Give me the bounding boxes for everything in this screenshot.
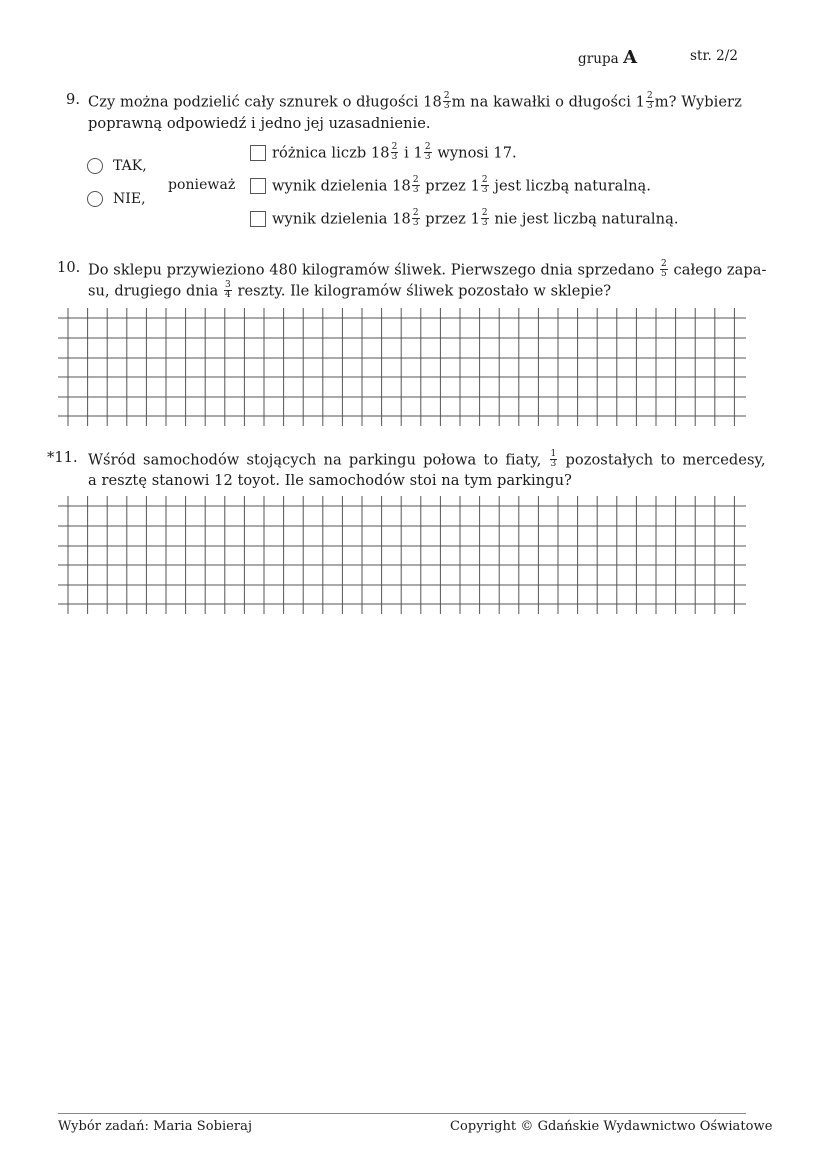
fraction: $\frac{2}{3}$ — [412, 208, 419, 228]
group-label: grupa A — [578, 47, 638, 68]
footer-copyright: Copyright © Gdańskie Wydawnictwo Oświatowe — [450, 1119, 773, 1134]
footer-divider — [58, 1113, 746, 1114]
footer-author: Wybór zadań: Maria Sobieraj — [58, 1119, 253, 1134]
answer-grid-q11[interactable] — [56, 494, 748, 616]
group-letter: A — [623, 47, 638, 68]
question-10-number: 10. — [57, 259, 81, 276]
reason-1-text: różnica liczb 18 $\frac{2}{3}$ i 1 $\frac{2}{3}$ wynosi 17. — [272, 142, 517, 162]
fraction: $\frac{1}{3}$ — [550, 449, 557, 469]
fraction: $\frac{2}{3}$ — [391, 142, 398, 162]
answer-tak-label: TAK, — [113, 158, 147, 174]
reason-2-checkbox[interactable] — [250, 178, 266, 194]
reason-1-checkbox[interactable] — [250, 145, 266, 161]
question-9-text-line2: poprawną odpowiedź i jedno jej uzasadnienie. — [88, 115, 431, 132]
fraction: $\frac{2}{5}$ — [661, 259, 667, 279]
fraction: $\frac{2}{3}$ — [646, 91, 653, 111]
answer-tak-radio[interactable] — [87, 158, 103, 174]
fraction: $\frac{2}{3}$ — [481, 175, 488, 195]
answer-grid-q10[interactable] — [56, 306, 748, 428]
question-11-number: *11. — [47, 449, 78, 466]
question-10-text-line2: su, drugiego dnia $\frac{3}{4}$ reszty. Ile kilogramów śliwek pozostało w sklepie? — [88, 280, 612, 300]
answer-nie-radio[interactable] — [87, 191, 103, 207]
fraction: $\frac{3}{4}$ — [224, 280, 231, 300]
question-11-text-line2: a resztę stanowi 12 toyot. Ile samochodów stoi na tym parkingu? — [88, 472, 572, 489]
reason-2-text: wynik dzielenia 18 $\frac{2}{3}$ przez 1 $\frac{2}{3}$ jest liczbą naturalną. — [272, 175, 651, 195]
question-11-text-line1: Wśród samochodów stojących na parkingu połowa to fiaty, $\frac{1}{3}$ pozostałych to mercedesy, — [88, 449, 766, 469]
page-number: str. 2/2 — [690, 48, 739, 64]
fraction: $\frac{2}{3}$ — [443, 91, 450, 111]
fraction: $\frac{2}{3}$ — [424, 142, 431, 162]
question-9-text-line1: Czy można podzielić cały sznurek o długości 18 $\frac{2}{3}$ m na kawałki o długości 1 $\frac{2}{3}$ m? Wybierz — [88, 91, 742, 111]
answer-nie-label: NIE, — [113, 191, 146, 207]
question-9-number: 9. — [66, 91, 81, 108]
connector-text: ponieważ — [168, 177, 236, 193]
reason-3-checkbox[interactable] — [250, 211, 266, 227]
question-10-text-line1: Do sklepu przywieziono 480 kilogramów śliwek. Pierwszego dnia sprzedano $\frac{2}{5}$ całego zapa- — [88, 259, 767, 279]
fraction: $\frac{2}{3}$ — [412, 175, 419, 195]
fraction: $\frac{2}{3}$ — [481, 208, 488, 228]
reason-3-text: wynik dzielenia 18 $\frac{2}{3}$ przez 1 $\frac{2}{3}$ nie jest liczbą naturalną. — [272, 208, 679, 228]
